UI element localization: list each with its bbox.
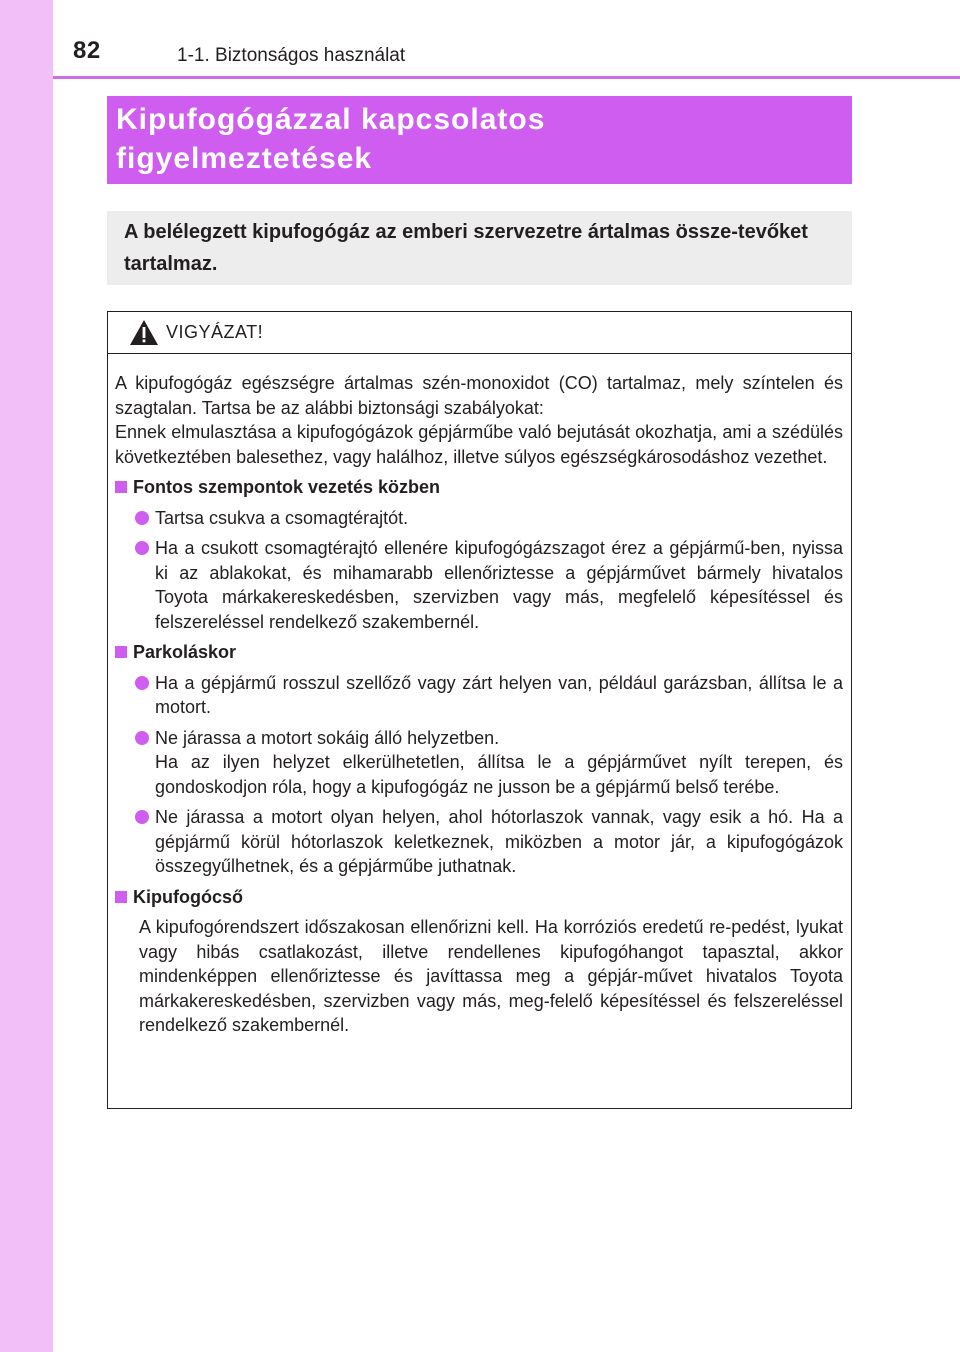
side-color-band [0,0,53,1352]
list-item-text: Ne járassa a motort sokáig álló helyzetben. [155,727,500,748]
list-item: Ne járassa a motort olyan helyen, ahol hótorlaszok vannak, vagy esik a hó. Ha a gépjármű körül hótorlaszok keletkeznek, miközben a motor jár, a kipufogógázok összegyűlhetnek, és a gépjárműbe juthatnak. [115,805,843,879]
dot-bullet-icon [135,810,149,824]
warning-box [107,311,852,1109]
title-banner [107,96,852,184]
page-number: 82 [73,37,101,64]
warning-triangle-icon [129,319,159,346]
warning-paragraph-2: Ennek elmulasztása a kipufogógázok gépjárműbe való bejutását okozhatja, ami a szédülés következtében balesethez, vagy halálhoz, illetve súlyos egészségkárosodáshoz vezethet. [115,422,843,467]
dot-bullet-icon [135,541,149,555]
list-item: Ha a csukott csomagtérajtó ellenére kipufogógázszagot érez a gépjármű-ben, nyissa ki az ablakokat, és mihamarabb ellenőriztesse a gépjárművet bármely hivatalos Toyota márkakereskedésben, szervizben vagy más, megfelelő képesítéssel és felszereléssel rendelkező szakembernél. [115,536,843,634]
warning-paragraph-1: A kipufogógáz egészségre ártalmas szén-monoxidot (CO) tartalmaz, mely színtelen és szagtalan. Tartsa be az alábbi biztonsági szabályokat: [115,373,843,418]
list-item: Tartsa csukva a csomagtérajtót. [115,506,843,531]
page-title-line1: Kipufogógázzal kapcsolatos [116,103,546,136]
list-item: Ha a gépjármű rosszul szellőző vagy zárt helyen van, például garázsban, állítsa le a motort. [115,671,843,720]
warning-header [108,312,851,354]
square-bullet-icon [115,481,127,493]
section-title: 1-1. Biztonságos használat [177,45,406,66]
list-item [115,726,843,800]
header-rule [53,76,960,79]
subsection-heading-driving: Fontos szempontok vezetés közben [115,475,843,500]
page-title [116,100,852,178]
dot-bullet-icon [135,676,149,690]
exhaust-pipe-paragraph: A kipufogórendszert időszakosan ellenőrizni kell. Ha korróziós eredetű re-pedést, lyukat vagy hibás csatlakozást, illetve rendellenes kipufogóhangot tapasztal, akkor mindenképpen ellenőriztesse és javíttassa meg a gépjár-művet hivatalos Toyota márkakereskedésben, szervizben vagy más, meg-felelő képesítéssel és felszereléssel rendelkező szakembernél. [139,917,843,1035]
subsection-heading-parking: Parkoláskor [115,640,843,665]
dot-bullet-icon [135,731,149,745]
intro-text: A belélegzett kipufogógáz az emberi szervezetre ártalmas össze-tevőket tartalmaz. [124,221,808,275]
intro-box [107,211,852,285]
dot-bullet-icon [135,511,149,525]
warning-body [108,354,851,1038]
warning-title: VIGYÁZAT! [166,322,264,342]
page-title-line2: figyelmeztetések [116,142,373,175]
square-bullet-icon [115,646,127,658]
list-item-text-continued: Ha az ilyen helyzet elkerülhetetlen, állítsa le a gépjárművet nyílt terepen, és gondoskodjon róla, hogy a kipufogógáz ne jusson be a gépjármű belső terébe. [155,752,843,797]
subsection-heading-exhaust-pipe: Kipufogócső [115,885,843,910]
square-bullet-icon [115,891,127,903]
